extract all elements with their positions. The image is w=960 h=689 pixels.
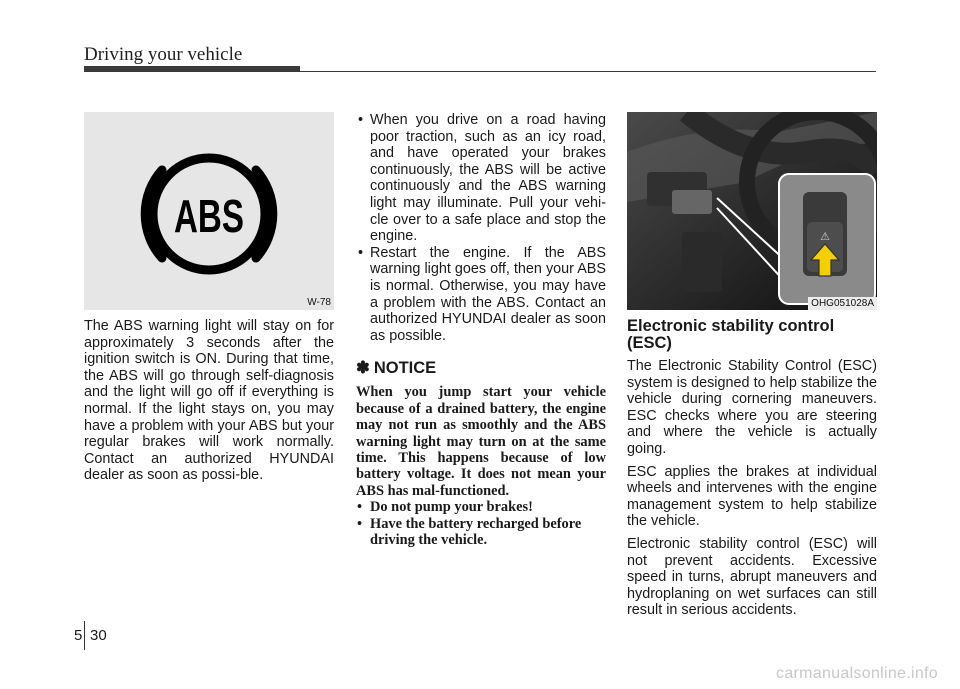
- notice-heading: [356, 358, 606, 378]
- figure-code: W-78: [307, 297, 331, 308]
- notice-symbol-icon: ✽: [356, 359, 370, 378]
- esc-section-heading: Electronic stability control (ESC): [627, 317, 835, 352]
- watermark: carmanualsonline.info: [776, 665, 938, 682]
- list-item: • Restart the engine. If the ABS warning light goes off, then your ABS is normal. Otherwise, you may have a problem with the ABS. Contact an authorized HYUNDAI dealer as soon as possible.: [356, 245, 606, 345]
- esc-paragraph: Electronic stability control (ESC) will not prevent accidents. Excessive speed in turns, abrupt maneuvers and hydroplaning on wet surfaces can still result in serious accidents.: [627, 535, 877, 619]
- notice-bullet-list: [356, 499, 606, 548]
- page-number: 30: [90, 627, 107, 644]
- abs-bullet-list: [356, 112, 606, 344]
- svg-text:⚠: ⚠: [820, 231, 830, 243]
- figure-code: OHG051028A: [808, 297, 877, 310]
- esc-paragraph: ESC applies the brakes at individual wheels and intervenes with the engine management system to help stabilize the vehicle.: [627, 463, 877, 530]
- page-number-divider: [84, 621, 85, 650]
- header-rule-thick: [84, 66, 300, 72]
- esc-switch-figure: [627, 112, 877, 310]
- dashboard-photo-illustration: [627, 112, 877, 310]
- list-item: • Have the battery recharged before driving the vehicle.: [356, 516, 606, 549]
- abs-symbol-text: ABS: [174, 191, 244, 243]
- chapter-number: 5: [74, 627, 83, 644]
- column-2: [356, 112, 606, 548]
- abs-warning-light-icon: [84, 112, 334, 310]
- page-header-title: Driving your vehicle: [84, 44, 243, 65]
- list-item: • Do not pump your brakes!: [356, 499, 606, 515]
- notice-text: When you jump start your vehicle because of a drained battery, the engine may not run as smoothly and the ABS warning light may turn on at the same time. This happens because of low battery voltage. It does not mean your ABS has mal-functioned.: [356, 384, 606, 499]
- list-item: • When you drive on a road having poor traction, such as an icy road, and have operated your brakes continuously, the ABS will be active continuously and the ABS warning light may illuminate. Pull your vehi-cle over to a safe place and stop the engine.: [356, 112, 606, 245]
- esc-paragraph: The Electronic Stability Control (ESC) system is designed to help stabilize the vehicle during cornering maneuvers. ESC checks where you are steering and where the vehicle is actually going.: [627, 358, 877, 457]
- abs-light-paragraph: The ABS warning light will stay on for approximately 3 seconds after the ignition switch is ON. During that time, the ABS will go through self-diagnosis and the light will go off if everything is normal. If the light stays on, you may have a problem with your ABS but your regular brakes will work normally. Contact an authorized HYUNDAI dealer as soon as possi-ble.: [84, 318, 334, 484]
- column-3: [627, 112, 877, 619]
- notice-heading-label: NOTICE: [373, 359, 437, 378]
- header-rule-thin: [300, 71, 876, 72]
- column-1: [84, 112, 334, 484]
- abs-warning-figure: [84, 112, 334, 310]
